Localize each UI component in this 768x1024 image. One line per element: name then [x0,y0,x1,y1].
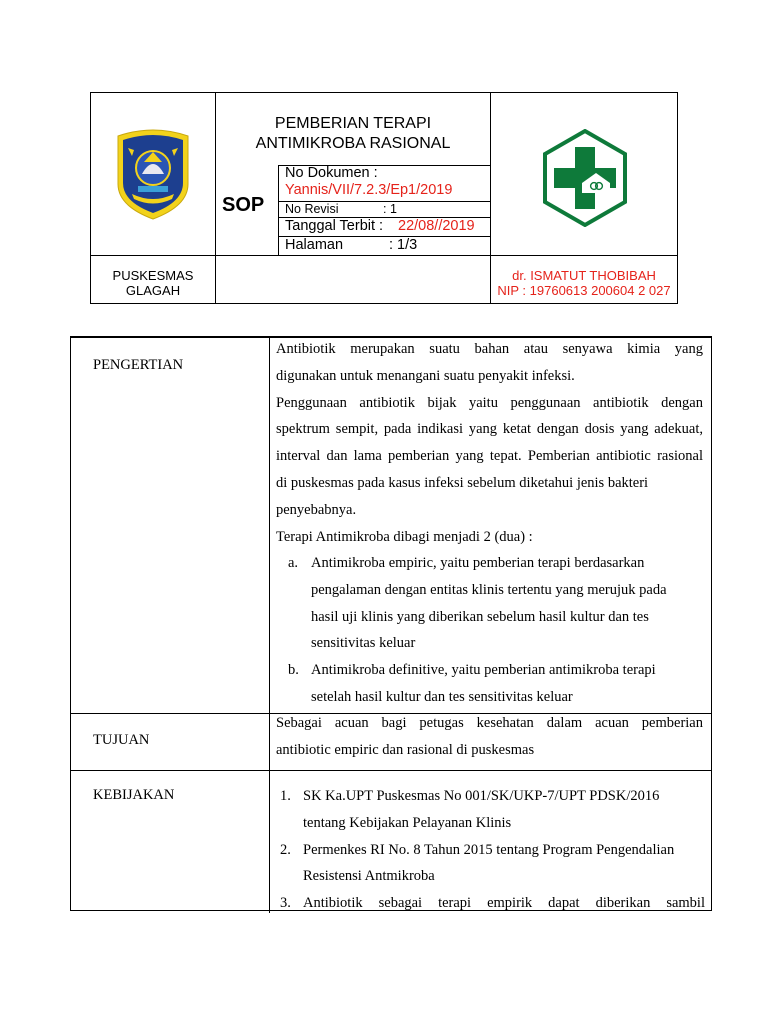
regency-crest-icon [114,126,192,222]
kebijakan-list [280,783,705,917]
list-item [280,837,705,891]
halaman-label: Halaman [285,237,344,253]
list-item [280,890,705,917]
sop-content-table [70,336,712,911]
list-marker: 1. [280,788,291,804]
list-item [280,783,705,837]
tanggal-terbit-label: Tanggal Terbit : [285,218,384,234]
no-revisi-value: : 1 [383,202,397,216]
list-item [288,657,708,711]
halaman-value: : 1/3 [389,237,418,253]
text-line: Permenkes RI No. 8 Tahun 2015 tentang Program Pengendalian [303,841,675,858]
list-marker: a. [288,555,299,571]
text-line: hasil uji klinis yang diberikan sebelum hasil kultur dan tes [311,608,649,625]
divider [71,770,711,771]
text-line: Resistensi Antmikroba [303,868,435,885]
no-dokumen-label: No Dokumen : [285,165,378,181]
section-label-pengertian: PENGERTIAN [93,357,184,373]
signer-name: dr. ISMATUT THOBIBAH [512,268,656,283]
tanggal-terbit-value: 22/08//2019 [398,218,475,234]
no-dokumen-value: Yannis/VII/7.2.3/Ep1/2019 [285,182,453,198]
text-line: pengalaman dengan entitas klinis tertentu yang merujuk pada [311,581,667,598]
text-line: Terapi Antimikroba dibagi menjadi 2 (dua) : [276,528,533,545]
document-title-line2: ANTIMIKROBA RASIONAL [255,135,451,152]
text-line: setelah hasil kultur dan tes sensitivitas keluar [311,688,573,705]
organization-name-line1: PUSKESMAS [112,268,194,283]
sop-label: SOP [222,194,265,216]
text-line: Antibiotik merupakan suatu bahan atau senyawa kimia yang [276,341,703,357]
text-line: antibiotic empiric dan rasional di puskesmas [276,741,535,758]
divider [278,165,279,255]
text-line: di puskesmas pada kasus infeksi sebelum diketahui jenis bakteri [276,474,649,491]
signer-nip: NIP : 19760613 200604 2 027 [497,283,671,298]
text-line: Penggunaan antibiotik bijak yaitu penggunaan antibiotik dengan [276,394,703,411]
text-line: Sebagai acuan bagi petugas kesehatan dalam acuan pemberian [276,715,703,731]
text-line: spektrum sempit, pada indikasi yang ketat dengan dosis yang adekuat, [276,421,703,438]
divider [269,338,270,913]
document-title-line1: PEMBERIAN TERAPI [274,115,432,132]
no-revisi-label: No Revisi [285,202,339,216]
text-line: interval dan lama pemberian yang tepat. Pemberian antibiotic rasional [276,448,703,465]
list-marker: 2. [280,841,291,858]
section-label-kebijakan: KEBIJAKAN [93,787,175,803]
list-marker: 3. [280,895,291,912]
text-line: penyebabnya. [276,501,357,518]
text-line: Antibiotik sebagai terapi empirik dapat diberikan sambil [303,895,705,912]
puskesmas-cross-icon [542,129,628,227]
pengertian-list [288,550,708,711]
text-line: Antimikroba definitive, yaitu pemberian antimikroba terapi [311,662,656,679]
divider [91,255,677,256]
list-item [288,550,708,657]
text-line: tentang Kebijakan Pelayanan Klinis [303,814,512,831]
pengertian-text [276,336,703,550]
sop-header-table [90,92,678,304]
tujuan-text [276,710,703,764]
organization-name-line2: GLAGAH [125,283,181,298]
text-line: SK Ka.UPT Puskesmas No 001/SK/UKP-7/UPT PDSK/2016 [303,788,660,804]
text-line: Antimikroba empiric, yaitu pemberian terapi berdasarkan [311,555,645,571]
text-line: digunakan untuk menangani suatu penyakit infeksi. [276,367,575,384]
list-marker: b. [288,662,299,679]
text-line: sensitivitas keluar [311,635,416,652]
section-label-tujuan: TUJUAN [93,732,150,748]
